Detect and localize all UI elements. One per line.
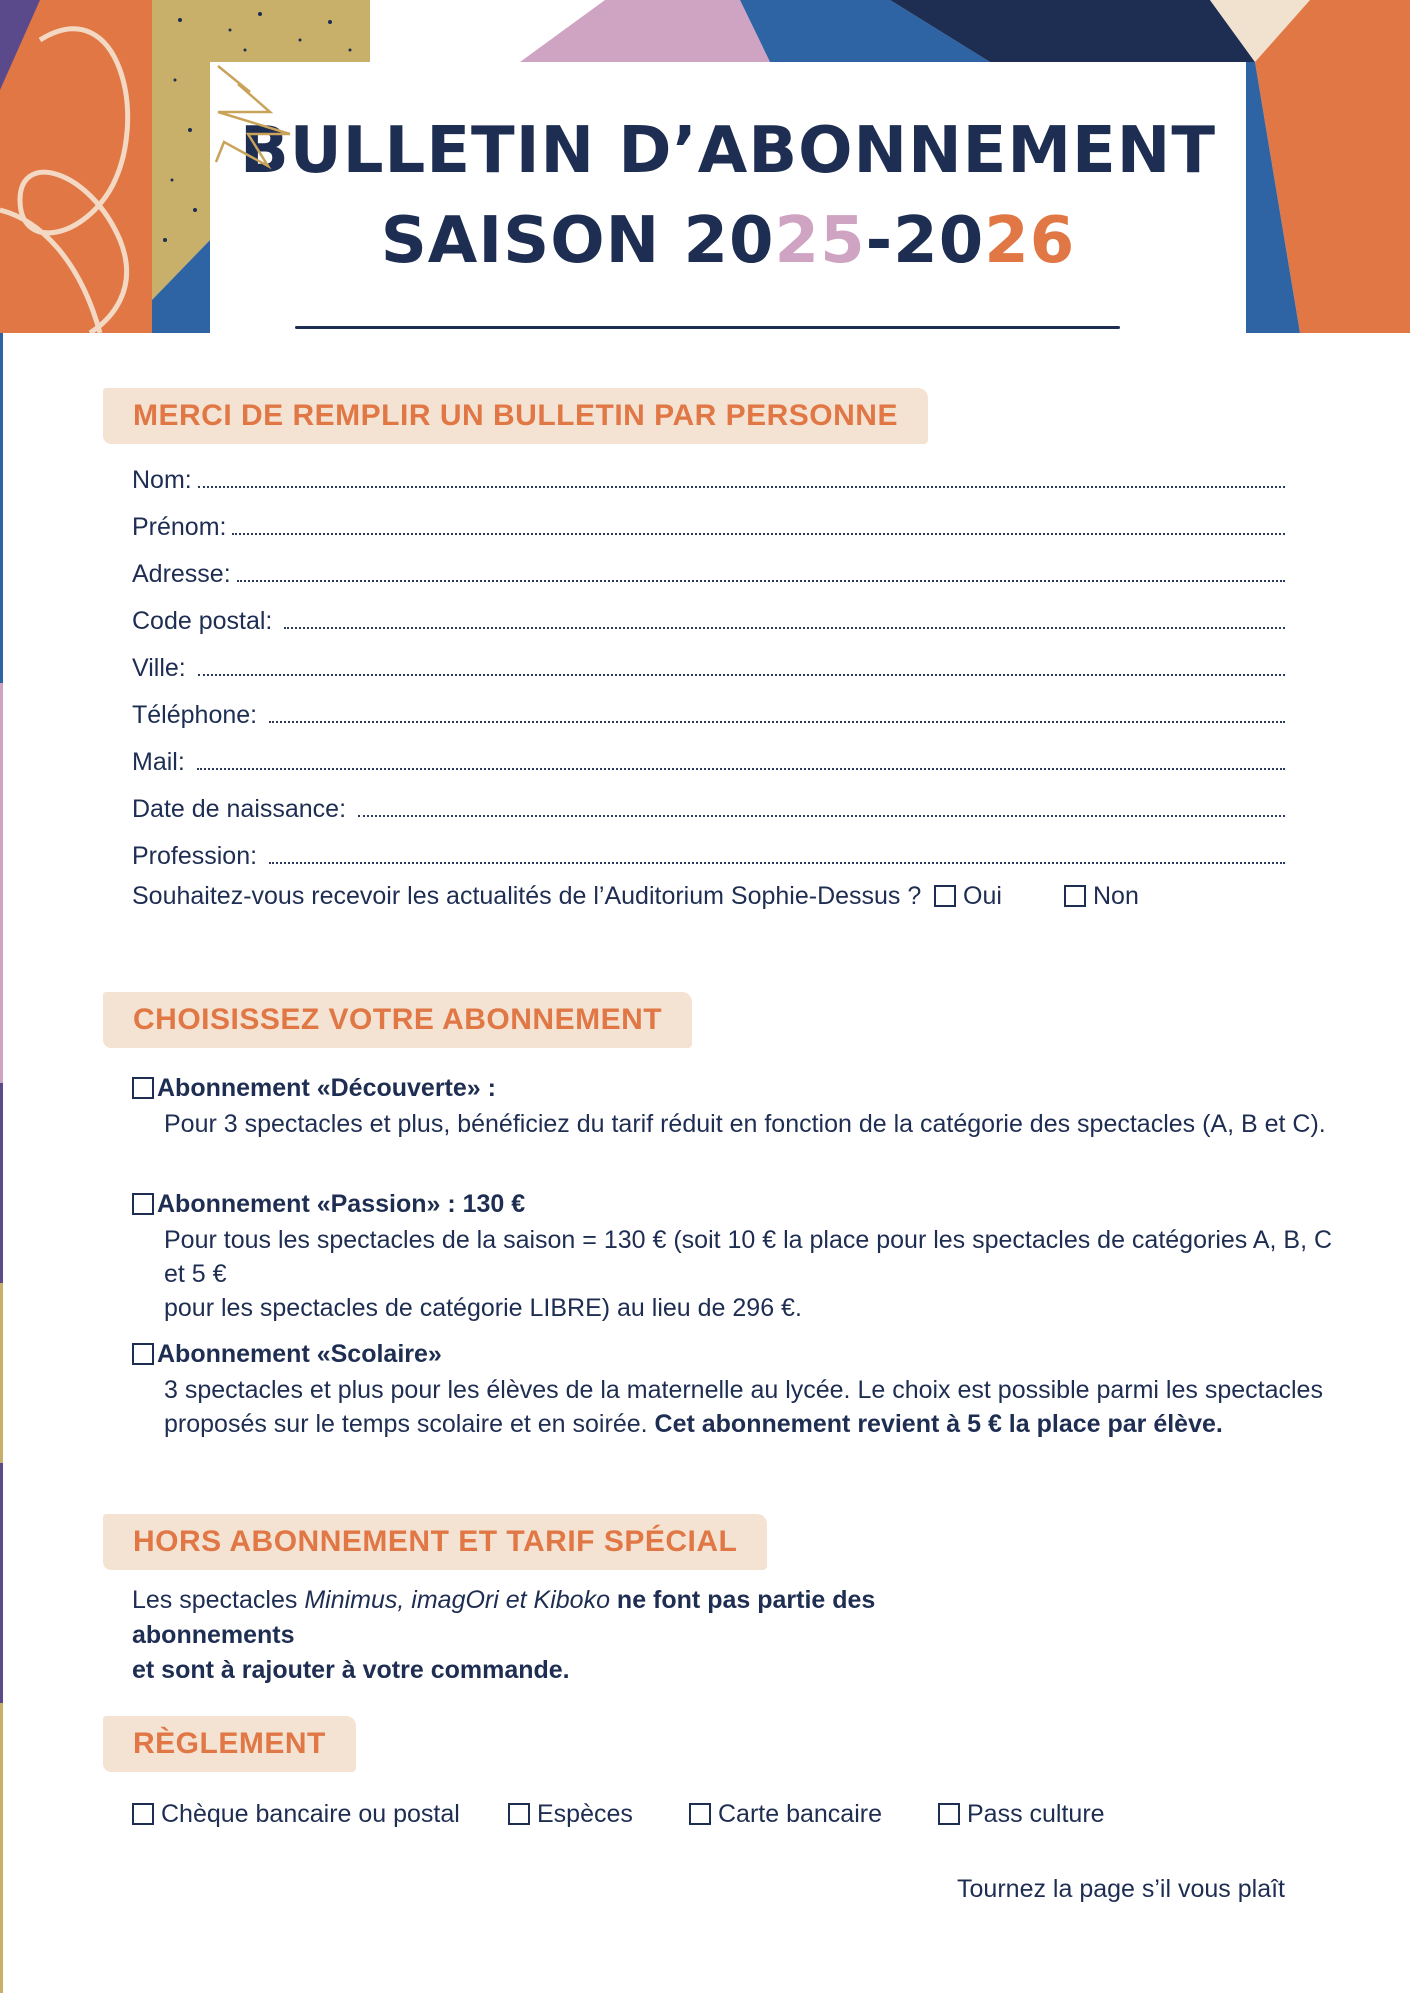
- fill-line[interactable]: [269, 862, 1285, 864]
- fill-line[interactable]: [197, 768, 1285, 770]
- payment-cheque-option[interactable]: [132, 1800, 460, 1829]
- city-field[interactable]: [132, 649, 1285, 683]
- yes-checkbox[interactable]: [934, 885, 956, 907]
- header-banner: [0, 0, 1410, 333]
- section-heading-subscription: CHOISISSEZ VOTRE ABONNEMENT: [103, 992, 692, 1048]
- description-line: pour les spectacles de catégorie LIBRE) au lieu de 296 €.: [164, 1294, 802, 1322]
- field-label: Adresse:: [132, 560, 231, 588]
- edge-accent: [0, 1283, 3, 1463]
- yes-label: Oui: [963, 882, 1002, 910]
- fill-line[interactable]: [284, 627, 1285, 629]
- payment-cash-option[interactable]: [508, 1800, 633, 1829]
- field-label: Date de naissance:: [132, 795, 347, 823]
- season-title: [210, 204, 1246, 278]
- section-heading-special: HORS ABONNEMENT ET TARIF SPÉCIAL: [103, 1514, 767, 1570]
- section-heading-payment: RÈGLEMENT: [103, 1716, 356, 1772]
- fill-line[interactable]: [232, 533, 1285, 535]
- edge-accent: [0, 1083, 3, 1283]
- profession-field[interactable]: [132, 837, 1285, 871]
- page-title: BULLETIN D’ABONNEMENT: [240, 114, 1216, 188]
- no-label: Non: [1093, 882, 1139, 910]
- description-line: Pour tous les spectacles de la saison = 130 € (soit 10 € la place pour les spectacles de catégories A, B, C et 5 €: [164, 1226, 1333, 1288]
- description-line: 3 spectacles et plus pour les élèves de la maternelle au lycée. Le choix est possible parmi les spectacles: [164, 1376, 1323, 1404]
- description-line: proposés sur le temps scolaire et en soirée. Cet abonnement revient à 5 € la place par élève.: [164, 1410, 1223, 1438]
- special-note: [132, 1583, 1032, 1688]
- fill-line[interactable]: [358, 815, 1285, 817]
- field-label: Mail:: [132, 748, 185, 776]
- payment-card-option[interactable]: [689, 1800, 882, 1829]
- special-intro: Les spectacles: [132, 1586, 305, 1614]
- special-show-names: Minimus, imagOri et Kiboko: [304, 1586, 610, 1614]
- field-label: Ville:: [132, 654, 186, 682]
- field-label: Code postal:: [132, 607, 273, 635]
- payment-label: Carte bancaire: [718, 1800, 882, 1828]
- field-label: Nom:: [132, 466, 192, 494]
- subscription-passion-option[interactable]: [132, 1190, 525, 1219]
- edge-accent: [0, 683, 3, 1083]
- card-checkbox[interactable]: [689, 1803, 711, 1825]
- subscription-description: [164, 1223, 1344, 1325]
- special-bold-text: et sont à rajouter à votre commande.: [132, 1656, 570, 1684]
- sparkle-icon: [210, 62, 310, 172]
- birthdate-field[interactable]: [132, 790, 1285, 824]
- section-heading-identity: MERCI DE REMPLIR UN BULLETIN PAR PERSONNE: [103, 388, 928, 444]
- field-label: Profession:: [132, 842, 258, 870]
- fill-line[interactable]: [269, 721, 1285, 723]
- phone-field[interactable]: [132, 696, 1285, 730]
- season-word: SAISON: [380, 204, 661, 278]
- name-field[interactable]: [132, 461, 1285, 495]
- edge-accent: [0, 1703, 3, 1993]
- year-end: 2026: [893, 204, 1076, 278]
- firstname-field[interactable]: [132, 508, 1285, 542]
- edge-accent: [0, 1463, 3, 1703]
- subscription-title: Abonnement «Scolaire»: [157, 1340, 442, 1368]
- edge-accent: [0, 333, 3, 683]
- cash-checkbox[interactable]: [508, 1803, 530, 1825]
- fill-line[interactable]: [198, 486, 1285, 488]
- decouverte-checkbox[interactable]: [132, 1077, 154, 1099]
- no-checkbox[interactable]: [1064, 885, 1086, 907]
- special-bold-text: ne font pas partie des abonnements: [132, 1586, 876, 1649]
- turn-page-note: Tournez la page s’il vous plaît: [957, 1875, 1285, 1903]
- field-label: Prénom:: [132, 513, 227, 541]
- cheque-checkbox[interactable]: [132, 1803, 154, 1825]
- subscription-description: [164, 1373, 1344, 1441]
- postal-code-field[interactable]: [132, 602, 1285, 636]
- year-dash: -: [865, 204, 894, 278]
- newsletter-no-option[interactable]: [1064, 882, 1139, 911]
- scolaire-checkbox[interactable]: [132, 1343, 154, 1365]
- address-field[interactable]: [132, 555, 1285, 589]
- payment-label: Chèque bancaire ou postal: [161, 1800, 460, 1828]
- title-card: [210, 62, 1246, 333]
- subscription-description: [164, 1107, 1344, 1141]
- field-label: Téléphone:: [132, 701, 258, 729]
- fill-line[interactable]: [198, 674, 1285, 676]
- pass-culture-checkbox[interactable]: [938, 1803, 960, 1825]
- subscription-title: Abonnement «Découverte» :: [157, 1074, 496, 1102]
- year-start: 2025: [683, 204, 866, 278]
- payment-label: Pass culture: [967, 1800, 1105, 1828]
- passion-checkbox[interactable]: [132, 1193, 154, 1215]
- subscription-title: Abonnement «Passion» : 130 €: [157, 1190, 526, 1218]
- payment-pass-culture-option[interactable]: [938, 1800, 1105, 1829]
- subscription-scolaire-option[interactable]: [132, 1340, 442, 1369]
- subscription-decouverte-option[interactable]: [132, 1074, 496, 1103]
- description-bold: Cet abonnement revient à 5 € la place par élève.: [654, 1410, 1223, 1438]
- fill-line[interactable]: [237, 580, 1285, 582]
- payment-label: Espèces: [537, 1800, 633, 1828]
- email-field[interactable]: [132, 743, 1285, 777]
- title-underline: [295, 326, 1120, 329]
- description-line: Pour 3 spectacles et plus, bénéficiez du tarif réduit en fonction de la catégorie des spectacles (A, B et C).: [164, 1110, 1326, 1138]
- newsletter-yes-option[interactable]: [934, 882, 1002, 911]
- newsletter-question: Souhaitez-vous recevoir les actualités de l’Auditorium Sophie-Dessus ?: [132, 882, 922, 910]
